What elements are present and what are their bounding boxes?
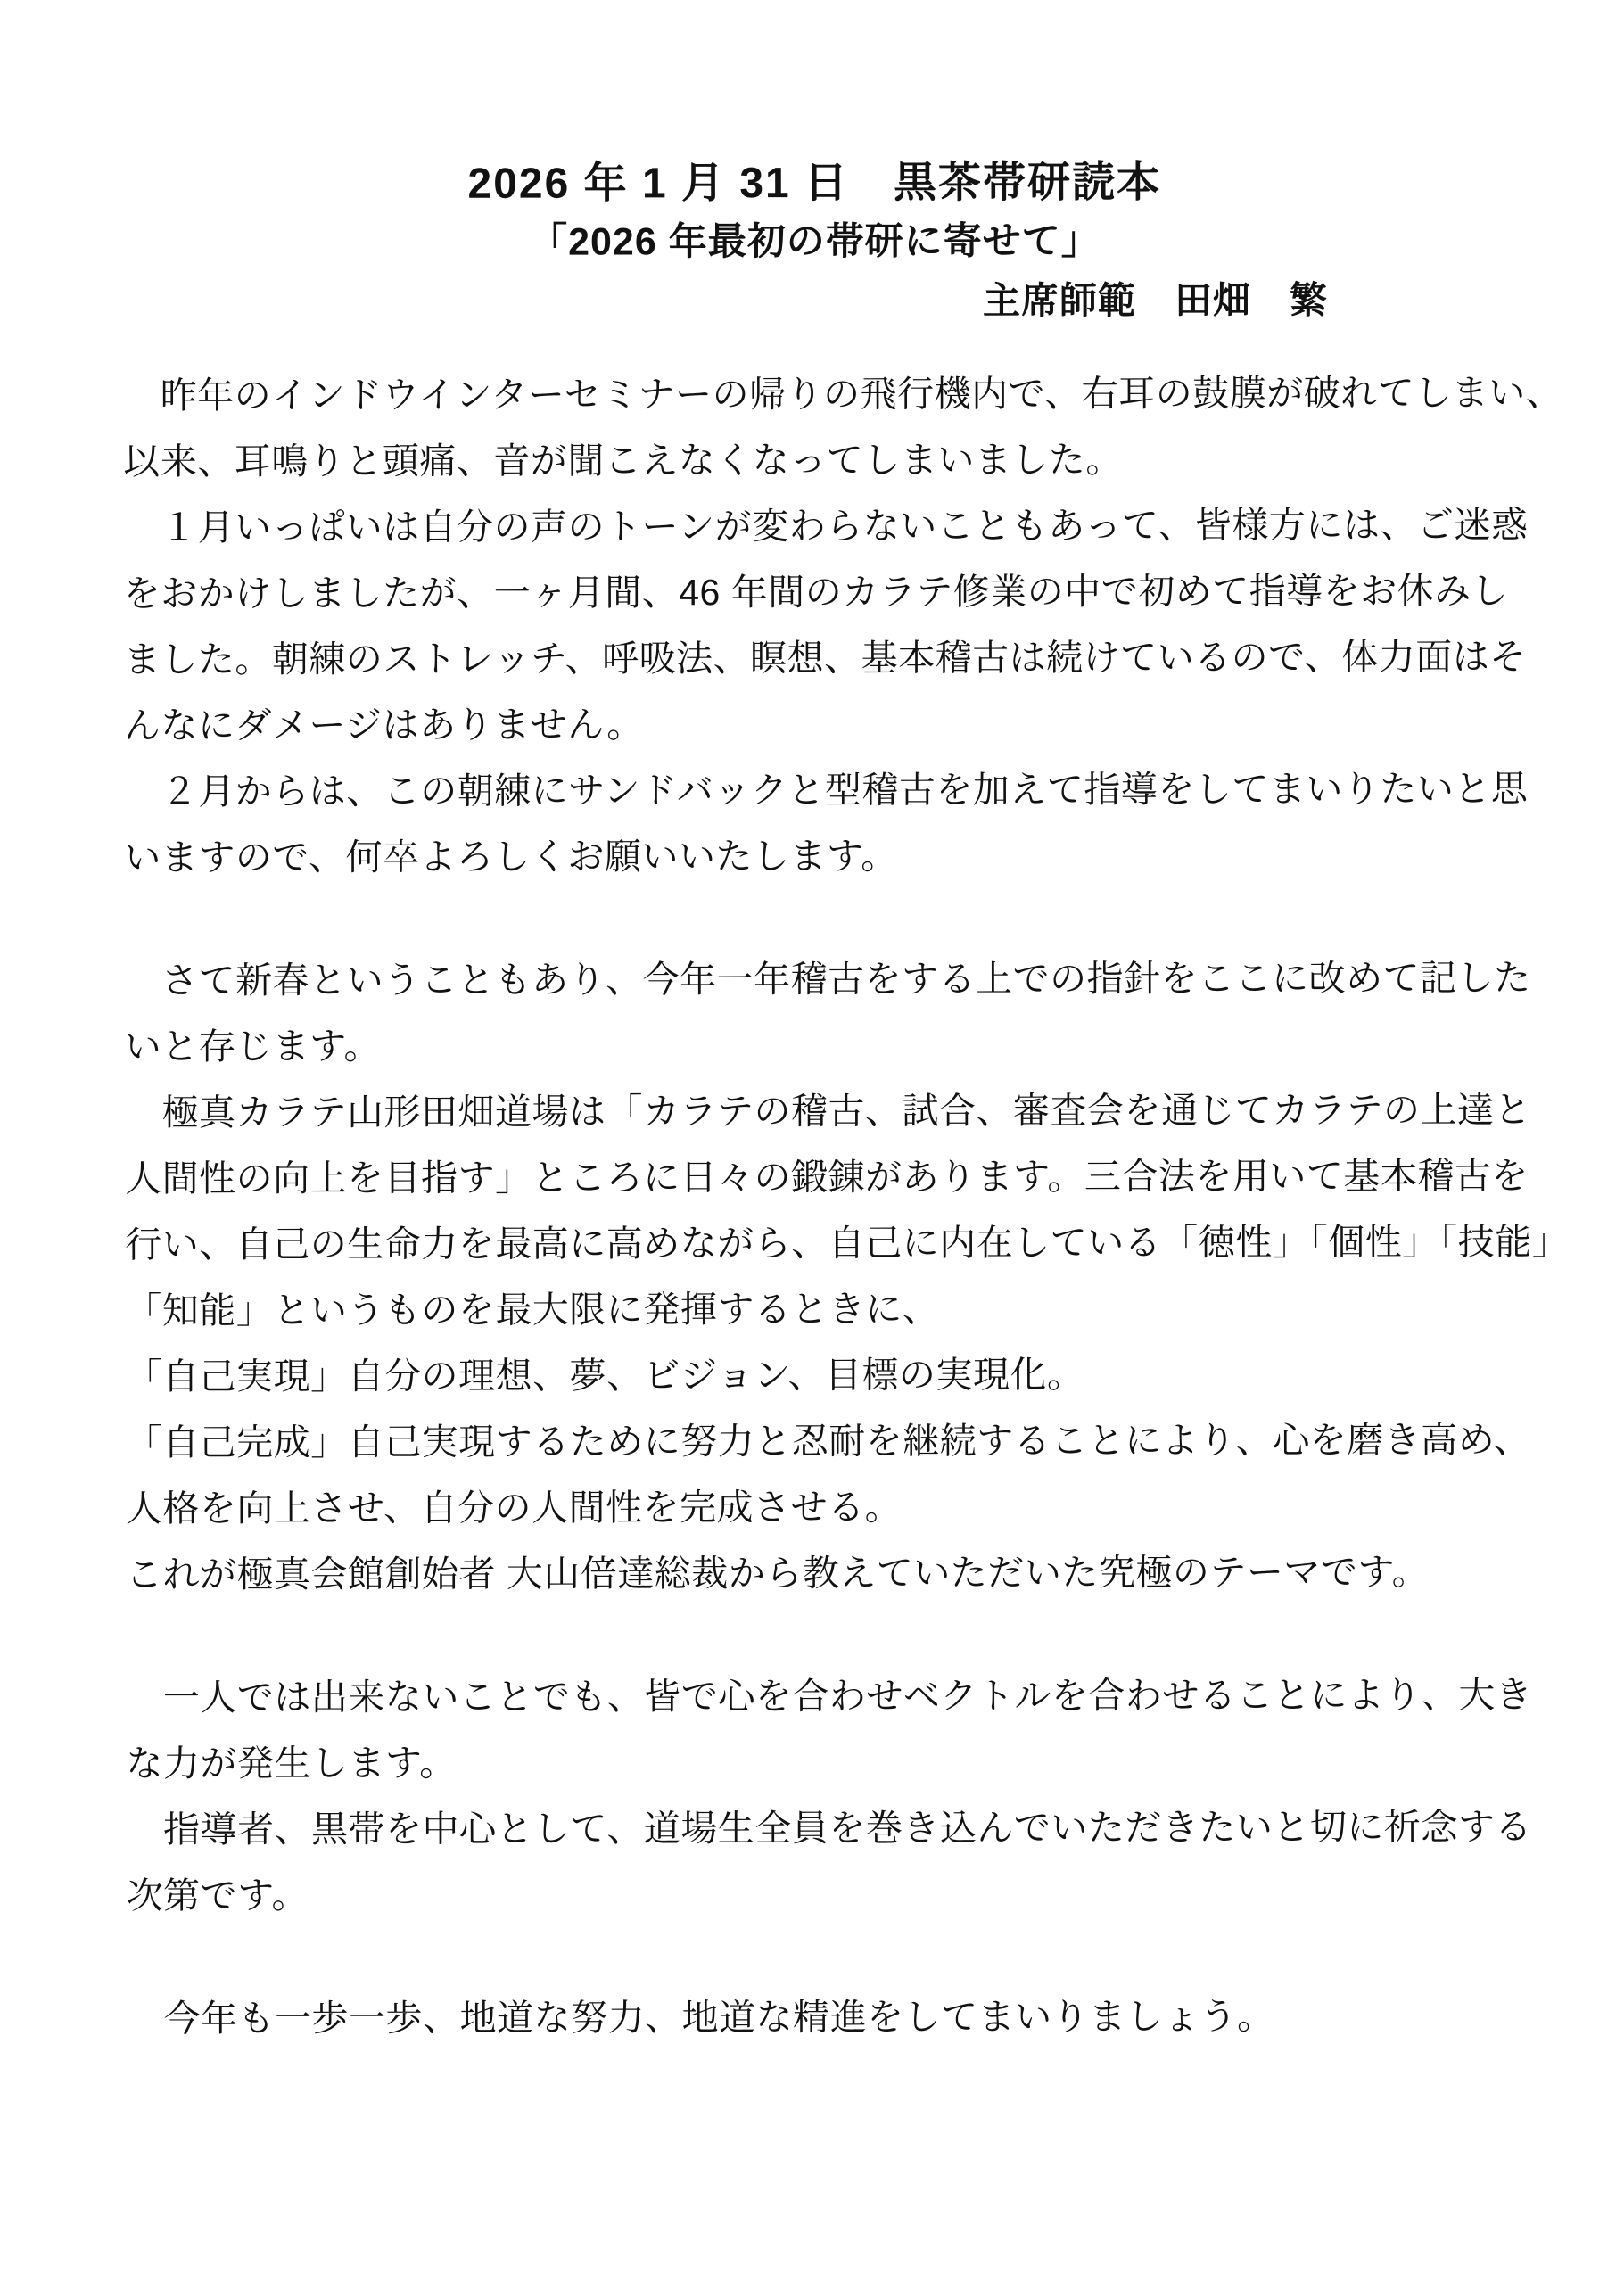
paragraph	[127, 1982, 1510, 2051]
text-line: 次第です。	[126, 1875, 309, 1916]
text-line: 「自己完成」自己実現するために努力と忍耐を継続することにより、心を磨き高め、	[125, 1419, 1531, 1463]
text-line: ました。朝練のストレッチ、呼吸法、瞑想、基本稽古は続けているので、体力面はそ	[123, 636, 1527, 680]
text-line: いますので、何卒よろしくお願いいたします。	[124, 835, 898, 878]
text-line: 行い、自己の生命力を最高に高めながら、自己に内在している「徳性」「個性」「技能」	[125, 1221, 1570, 1265]
paragraph	[124, 944, 1531, 1079]
text-line: 以来、耳鳴りと頭痛、音が聞こえなくなってしまいました。	[123, 439, 1123, 482]
paragraph	[126, 1661, 1533, 1796]
paragraph	[126, 1793, 1532, 1928]
text-line: 人間性の向上を目指す」ところに日々の鍛錬があります。三合法を用いて基本稽古を	[125, 1155, 1529, 1199]
text-line: 極真カラテ山形田畑道場は「カラテの稽古、試合、審査会を通じてカラテの上達と	[124, 1089, 1531, 1133]
text-line: 人格を向上させ、自分の人間性を完成させる。	[125, 1486, 903, 1529]
paragraph	[123, 491, 1529, 758]
text-line: 「自己実現」自分の理想、夢、ビジョン、目標の実現化。	[125, 1354, 1084, 1397]
author-line: 主席師範 田畑 繁	[982, 278, 1329, 322]
paragraph	[124, 755, 1529, 890]
text-line: これが極真会館創始者 大山倍達総裁から教えていただいた究極のテーマです。	[125, 1551, 1430, 1595]
text-line: 昨年のインドウインターセミナーの帰りの飛行機内で、右耳の鼓膜が破れてしまい、	[123, 372, 1563, 416]
document-body	[123, 359, 1570, 2051]
text-line: 指導者、黒帯を中心として、道場生全員を巻き込んでいただきたいと切に祈念する	[126, 1806, 1532, 1850]
document-subtitle: 「2026 年最初の帯研に寄せて」	[529, 219, 1101, 264]
paragraph	[124, 1076, 1570, 1607]
paragraph	[123, 359, 1563, 494]
text-line: な力が発生します。	[126, 1742, 457, 1784]
text-line: いと存じます。	[124, 1026, 382, 1067]
text-line: １月いっぱいは自分の声のトーンが変わらないこともあって、皆様方には、ご迷惑	[123, 504, 1529, 548]
text-line: 「知能」というものを最大限に発揮するときに、	[125, 1288, 940, 1331]
text-line: 一人では出来ないことでも、皆で心を合わせベクトルを合わせることにより、大き	[126, 1674, 1533, 1718]
text-line: 今年も一歩一歩、地道な努力、地道な精進をしてまいりましょう。	[127, 1995, 1274, 2040]
text-line: んなにダメージはありません。	[123, 704, 644, 746]
text-line: をおかけしましたが、一ヶ月間、46 年間のカラテ修業の中で初めて指導をお休みし	[123, 570, 1509, 614]
text-line: さて新春ということもあり、今年一年稽古をする上での指針をここに改めて記した	[124, 957, 1531, 1001]
document-title: 2026 年 1 月 31 日 黒茶帯研読本	[467, 159, 1162, 208]
text-line: ２月からは、この朝練にサンドバックと型稽古を加えて指導をしてまいりたいと思	[124, 768, 1529, 812]
